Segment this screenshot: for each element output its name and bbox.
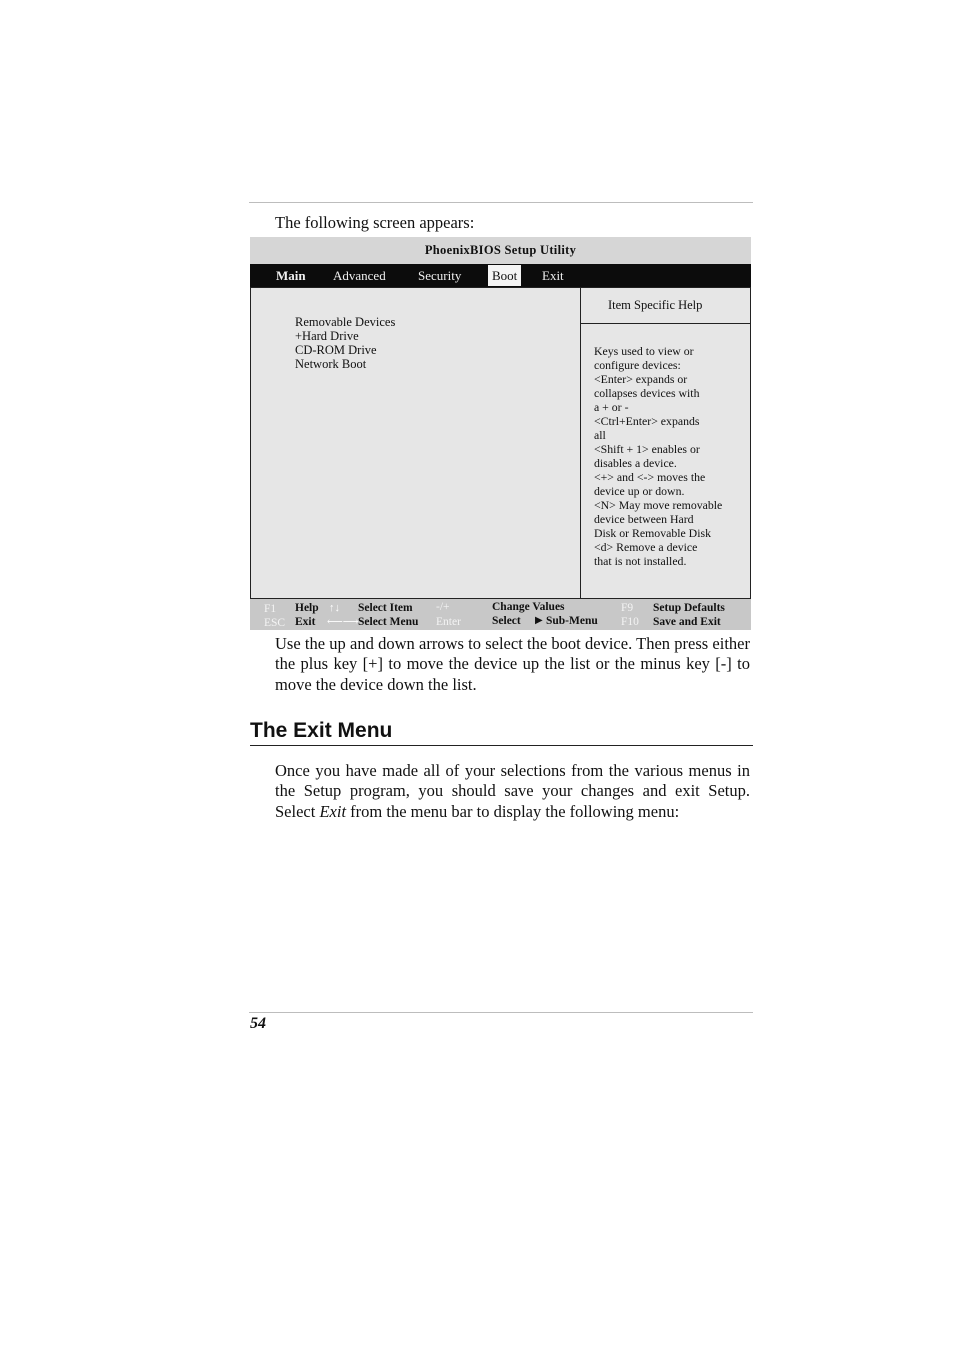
boot-device-list xyxy=(295,315,395,371)
exit-menu-paragraph xyxy=(275,761,750,822)
help-line: all xyxy=(594,428,606,442)
f1-key: F1 xyxy=(264,603,277,615)
help-line: a + or - xyxy=(594,400,629,414)
f9-label: Setup Defaults xyxy=(653,602,725,614)
bios-menu-bar xyxy=(250,264,751,287)
tab-main[interactable]: Main xyxy=(276,268,306,283)
up-down-arrow-icon: ↑↓ xyxy=(329,602,340,614)
plus-minus-key: -/+ xyxy=(436,601,450,613)
help-line: <Ctrl+Enter> expands xyxy=(594,414,700,428)
help-line: Disk or Removable Disk xyxy=(594,526,711,540)
tab-security[interactable]: Security xyxy=(418,268,462,283)
bios-main-panel xyxy=(250,287,751,599)
f1-label: Help xyxy=(295,602,319,614)
select-item-label: Select Item xyxy=(358,602,413,614)
boot-item-removable[interactable]: Removable Devices xyxy=(295,315,396,329)
select-label: Select xyxy=(492,615,521,627)
instructions-paragraph: Use the up and down arrows to select the boot device. Then press either the plus key [+] to move the device up the list or the minus key [-] to move the device down the list. xyxy=(275,634,750,694)
help-line: Keys used to view or xyxy=(594,344,694,358)
bios-key-legend xyxy=(250,599,751,630)
intro-text: The following screen appears: xyxy=(275,213,475,232)
esc-key: ESC xyxy=(264,617,286,629)
panel-divider xyxy=(580,288,581,598)
header-rule xyxy=(249,202,753,203)
help-line: <d> Remove a device xyxy=(594,540,698,554)
help-panel-title: Item Specific Help xyxy=(608,298,703,312)
select-menu-label: Select Menu xyxy=(358,616,419,628)
help-line: device between Hard xyxy=(594,512,694,526)
boot-item-hard-drive[interactable]: +Hard Drive xyxy=(295,329,359,343)
tab-boot[interactable]: Boot xyxy=(488,265,521,286)
help-line: device up or down. xyxy=(594,484,685,498)
triangle-right-icon: ▶ xyxy=(535,615,543,626)
f9-key: F9 xyxy=(621,602,634,614)
bios-title: PhoenixBIOS Setup Utility xyxy=(250,237,751,264)
help-header-divider xyxy=(581,323,750,324)
esc-label: Exit xyxy=(295,616,316,628)
tab-exit[interactable]: Exit xyxy=(542,268,564,283)
bios-screenshot xyxy=(250,237,751,630)
f10-label: Save and Exit xyxy=(653,616,721,628)
boot-item-network[interactable]: Network Boot xyxy=(295,357,367,371)
help-line: <N> May move removable xyxy=(594,498,723,512)
exit-para-text-end: from the menu bar to display the following menu: xyxy=(346,801,680,821)
page-number: 54 xyxy=(250,1015,266,1032)
help-line: <Enter> expands or xyxy=(594,372,688,386)
help-line: that is not installed. xyxy=(594,554,687,568)
exit-emphasis: Exit xyxy=(319,801,347,821)
boot-item-cd-rom[interactable]: CD-ROM Drive xyxy=(295,343,377,357)
help-line: disables a device. xyxy=(594,456,677,470)
section-title: The Exit Menu xyxy=(250,717,753,746)
change-values-label: Change Values xyxy=(492,601,565,613)
help-panel-text xyxy=(594,344,750,568)
tab-advanced[interactable]: Advanced xyxy=(333,268,386,283)
footer-rule xyxy=(249,1012,753,1013)
exit-para-text: Once you have made all of your selections from the various menus in the Setup program, you should save your changes and exit Setup. Select xyxy=(275,761,750,821)
f10-key: F10 xyxy=(621,616,639,628)
sub-menu-label: Sub-Menu xyxy=(546,615,598,627)
help-line: <+> and <-> moves the xyxy=(594,470,706,484)
help-line: collapses devices with xyxy=(594,386,700,400)
enter-key: Enter xyxy=(436,616,461,628)
left-right-arrow-icon: ⟵⟶ xyxy=(327,616,359,628)
help-line: configure devices: xyxy=(594,358,681,372)
help-line: <Shift + 1> enables or xyxy=(594,442,700,456)
